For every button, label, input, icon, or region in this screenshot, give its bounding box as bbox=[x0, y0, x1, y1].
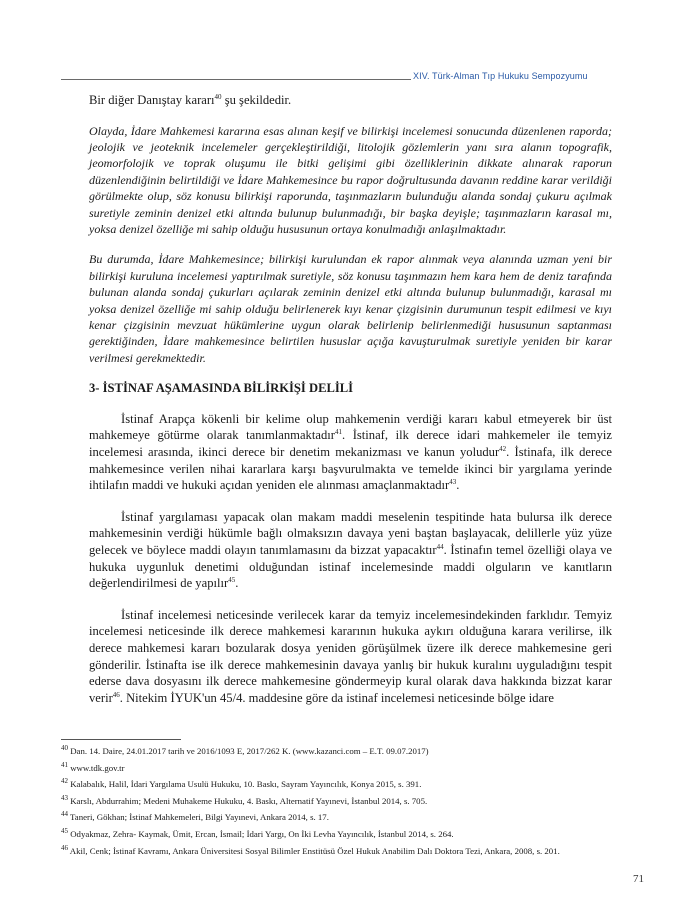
quote-paragraph-1: Olayda, İdare Mahkemesi kararına esas alınan keşif ve bilirkişi incelemesi sonucunda düzenlenen raporda; jeolojik ve jeoteknik incelemeler gerçekleştirildiği, litolojik gözlemlerin yanı sıra alanın topografik, jeomorfolojik ve toprak oluşumu ile bitki gelişimi gibi özelliklerinin dikkate alınarak raporun düzenlendiğinin belirtildiği ve İdare Mahkemesince bu rapor doğrultusunda davanın reddine karar verildiği görülmekte olup, söz konusu bilirkişi raporunda, taşınmazların bulunduğu alanda sondaj çukuru açılmak suretiyle zeminin denizel etki altında bulunup bulunmadığı, bir başka deyişle; taşınmazların karasal mı, yoksa denizel özelliğe mi sahip olduğu hususunun ortaya konulmadığı anlaşılmaktadır. bbox=[89, 123, 612, 237]
footnote-number: 42 bbox=[61, 777, 68, 786]
intro-sentence: Bir diğer Danıştay kararı$^{40}$ şu şekildedir. bbox=[89, 92, 292, 107]
footnote-text: Taneri, Gökhan; İstinaf Mahkemeleri, Bilgi Yayınevi, Ankara 2014, s. 17. bbox=[70, 812, 329, 823]
footnote bbox=[61, 760, 641, 774]
footnote-text: Dan. 14. Daire, 24.01.2017 tarih ve 2016/1093 E, 2017/262 K. (www.kazanci.com – E.T. 09.07.2017) bbox=[70, 746, 429, 756]
quote-paragraph-2: Bu durumda, İdare Mahkemesince; bilirkişi kurulundan ek rapor alınmak veya alanında uzman yeni bir bilirkişi kuruluna incelemesi yaptırılmak suretiyle, söz konusu taşınmazın hem kara hem de deniz tarafında bulunan alanda sondaj çukurları açılarak zeminin denizel etki altında bulunup bulunmadığı, karasal mı yoksa denizel özelliğe mi sahip olduğu belirlenerek kıyı kenar çizgisinin durumunun tespit edilmesi ve kıyı kenar çizgisinin mevzuat hükümlerine uygun olarak belirlenip belirlenmediği hususunun saptanması gerektiğinden, İdare mahkemesince belirtilen hususlar açığa kavuşturulmak suretiyle yeniden bir karar verilmesi gerekmektedir. bbox=[89, 252, 612, 365]
footnote-ref[interactable]: 42 bbox=[499, 444, 507, 453]
section-heading: 3- İSTİNAF AŞAMASINDA BİLİRKİŞİ DELİLİ bbox=[89, 381, 354, 396]
footnote-ref[interactable]: 44 bbox=[436, 542, 444, 551]
body-paragraph-2: İstinaf yargılaması yapacak olan makam maddi meselenin tespitinde hata bulursa ilk derece mahkemesinin verdiği hükümle bağlı olmaksızın davaya yeni baştan başlayacak, delillerle yüz yüze gelecek ve böylece maddi olayın tanımlamasını da bizzat yapacaktır$^{44}$. İstinafın temel özelliği olaya ve hukuka uygunluk denetimi olduğundan istinaf incelemesinde maddi olguların ve kanıtların değerlendirilmesi de yapılır$^{45}$. bbox=[89, 509, 613, 591]
footnote-number: 44 bbox=[61, 810, 68, 819]
footnote-text: Karslı, Abdurrahim; Medeni Muhakeme Hukuku, 4. Baskı, Alternatif Yayınevi, İstanbul 2014, s. 705. bbox=[70, 795, 428, 806]
footnote bbox=[61, 779, 641, 790]
footnote-text[interactable]: www.tdk.gov.tr bbox=[70, 762, 125, 773]
footnote-ref[interactable]: 40 bbox=[214, 92, 222, 101]
footnote bbox=[61, 812, 641, 823]
footnote-number: 43 bbox=[61, 793, 68, 802]
page-body bbox=[89, 92, 612, 706]
footnote-text: Odyakmaz, Zehra- Kaymak, Ümit, Ercan, İsmail; İdari Yargı, On İki Levha Yayıncılık, İstanbul 2014, s. 264. bbox=[70, 828, 454, 839]
footnote-text: Akil, Cenk; İstinaf Kavramı, Ankara Üniversitesi Sosyal Bilimler Enstitüsü Özel Hukuk Anabilim Dalı Doktora Tezi, Ankara, 2008, s. 201. bbox=[69, 845, 560, 856]
footnote-number: 45 bbox=[61, 827, 68, 836]
footnotes bbox=[61, 746, 641, 862]
footnote-ref[interactable]: 45 bbox=[228, 576, 236, 585]
body-paragraph-1: İstinaf Arapça kökenli bir kelime olup mahkemenin verdiği kararı kabul etmeyerek bir üst mahkemeye götürme olarak tanımlanmaktadır$^{41}$. İstinaf, ilk derece idari mahkemeler ile temyiz incelemesi arasında, ikinci derece bir denetim mekanizması ve kanun yoludur$^{42}$. İstinafa, ilk derece mahkemesince verilen nihai kararlara karşı başvurulmakta ve temelde ikinci bir yargılama yerinde ihtilafın maddi ve hukuki açıdan yeniden ele alınması amaçlanmaktadır$^{43}$. bbox=[89, 411, 612, 493]
footnote-number: 40 bbox=[61, 744, 68, 753]
page-number: 71 bbox=[633, 873, 644, 885]
body-paragraph-3: İstinaf incelemesi neticesinde verilecek karar da temyiz incelemesindekinden farklıdır. Temyiz incelemesi neticesinde ilk derece mahkemesi kararının hukuka aykırı olduğuna karara verilirse, ilk derece mahkemesi kararı bozularak dosya yeniden görüşülmek üzere ilk derece mahkemesine geri gönderilir. İstinafta ise ilk derece mahkemesinin davaya yanlış bir hukuk kuralını uyguladığını tespit ederse dava dosyasını ilk derece mahkemesine göndermeyip kural olarak dava hakkında bizzat karar verir$^{46}$. Nitekim İYUK'un 45/4. maddesine göre da istinaf incelemesi neticesinde bölge idare bbox=[89, 607, 612, 705]
footnote-number: 41 bbox=[61, 760, 68, 769]
running-title: XIV. Türk-Alman Tıp Hukuku Sempozyumu bbox=[413, 71, 588, 81]
footnote-rule bbox=[61, 739, 181, 740]
footnote bbox=[61, 793, 641, 807]
footnote-ref[interactable]: 46 bbox=[112, 690, 120, 699]
footnote-ref[interactable]: 43 bbox=[449, 478, 457, 487]
footnote-text: Kalabalık, Halil, İdari Yargılama Usulü Hukuku, 10. Baskı, Sayram Yayıncılık, Konya 2015, s. 391. bbox=[70, 779, 422, 790]
header-rule bbox=[61, 79, 411, 80]
footnote-number: 46 bbox=[61, 843, 68, 852]
footnote bbox=[61, 746, 641, 757]
footnote-ref[interactable]: 41 bbox=[334, 428, 342, 437]
footnote bbox=[61, 829, 641, 840]
footnote bbox=[61, 843, 641, 857]
